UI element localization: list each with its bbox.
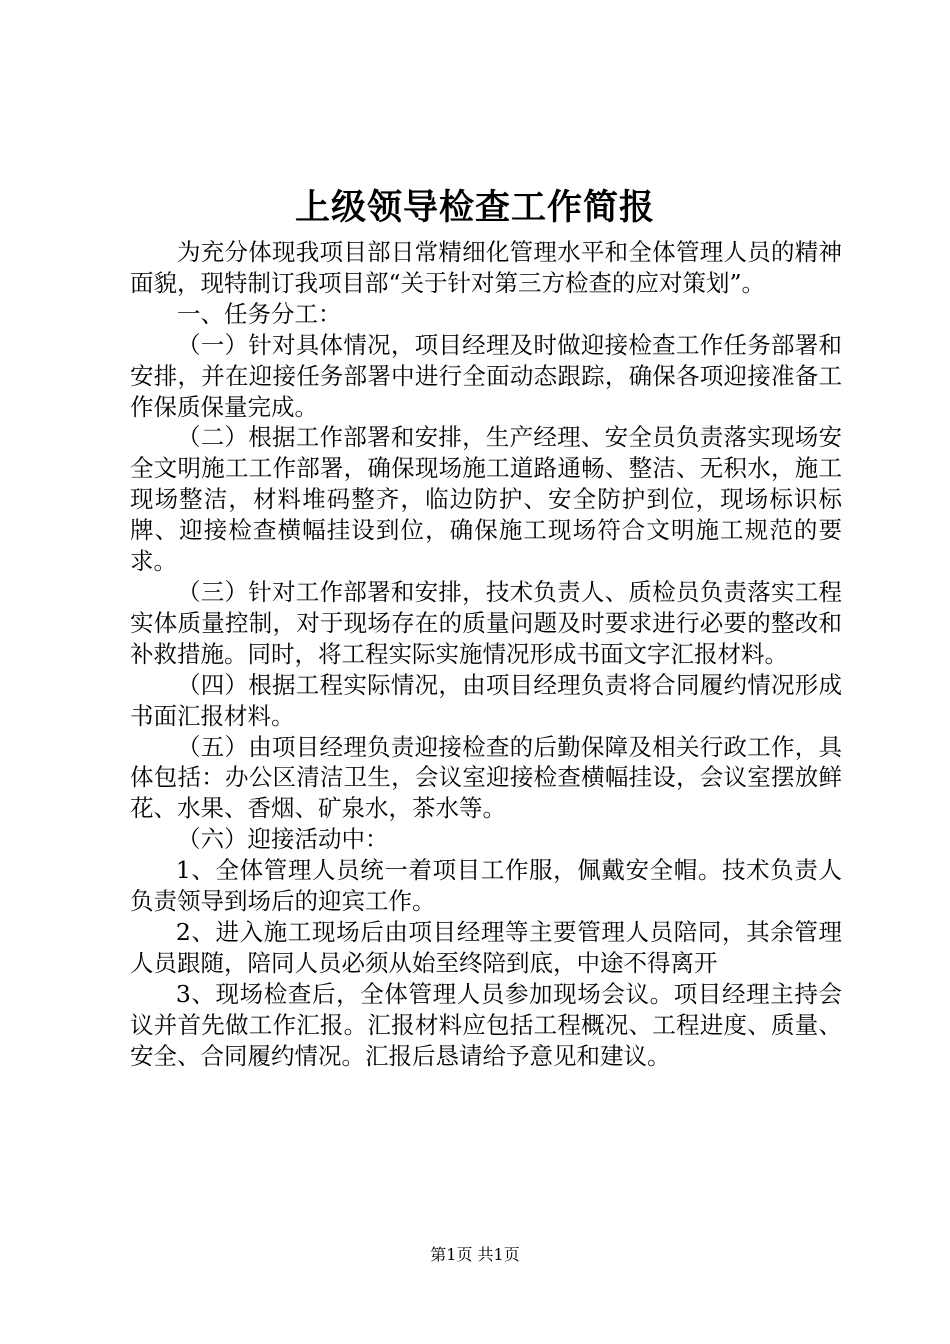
task-item-1: （一）针对具体情况，项目经理及时做迎接检查工作任务部署和安排，并在迎接任务部署中进行全面动态跟踪，确保各项迎接准备工作保质保量完成。 (130, 330, 842, 421)
document-title: 上级领导检查工作简报 (294, 187, 655, 228)
task-item-6: （六）迎接活动中： (177, 825, 389, 854)
activity-point-2: 2、进入施工现场后由项目经理等主要管理人员陪同，其余管理人员跟随，陪同人员必须从始至终陪到底，中途不得离开 (130, 917, 842, 977)
task-item-4: （四）根据工程实际情况，由项目经理负责将合同履约情况形成书面汇报材料。 (130, 670, 842, 730)
task-item-3: （三）针对工作部署和安排，技术负责人、质检员负责落实工程实体质量控制，对于现场存在的质量问题及时要求进行必要的整改和补救措施。同时，将工程实际实施情况形成书面文字汇报材料。 (130, 577, 842, 668)
task-item-5: （五）由项目经理负责迎接检查的后勤保障及相关行政工作，具体包括：办公区清洁卫生，会议室迎接检查横幅挂设，会议室摆放鲜花、水果、香烟、矿泉水，茶水等。 (130, 732, 842, 823)
intro-paragraph: 为充分体现我项目部日常精细化管理水平和全体管理人员的精神面貌，现特制订我项目部“关于针对第三方检查的应对策划”。 (130, 238, 842, 297)
task-item-2: （二）根据工作部署和安排，生产经理、安全员负责落实现场安全文明施工工作部署，确保现场施工道路通畅、整洁、无积水，施工现场整洁，材料堆码整齐，临边防护、安全防护到位，现场标识标牌、迎接检查横幅挂设到位，确保施工现场符合文明施工规范的要求。 (130, 423, 842, 576)
page-footer: 第1页 共1页 (430, 1245, 520, 1264)
activity-point-3: 3、现场检查后，全体管理人员参加现场会议。项目经理主持会议并首先做工作汇报。汇报材料应包括工程概况、工程进度、质量、安全、合同履约情况。汇报后恳请给予意见和建议。 (130, 979, 842, 1070)
document-body (130, 237, 842, 1071)
section-heading-task-division: 一、任务分工： (177, 299, 342, 328)
activity-point-1: 1、全体管理人员统一着项目工作服，佩戴安全帽。技术负责人负责领导到场后的迎宾工作。 (130, 856, 842, 916)
